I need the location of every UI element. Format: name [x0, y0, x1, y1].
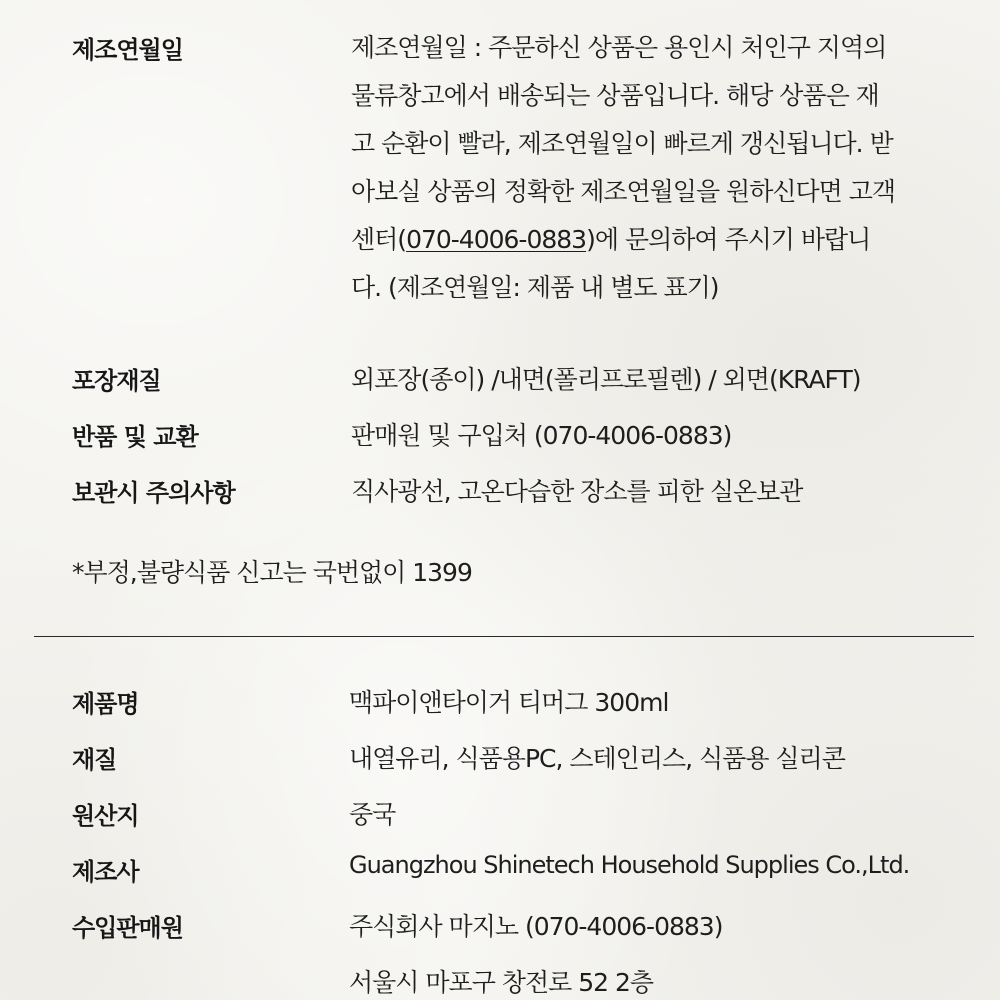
storage-value: 직사광선, 고온다습한 장소를 피한 실온보관 [351, 477, 803, 506]
importer-label: 수입판매원 [72, 914, 183, 942]
manufacture-line-5-prefix: 센터( [351, 225, 407, 254]
customer-center-phone-link[interactable]: 070-4006-0883 [406, 225, 587, 254]
food-report-notice: *부정,불량식품 신고는 국번없이 1399 [72, 558, 472, 587]
importer-address: 서울시 마포구 창전로 52 2층 [349, 968, 654, 997]
manufacture-date-label: 제조연월일 [72, 36, 183, 64]
manufacture-line-5-suffix: )에 문의하여 주시기 바랍니 [586, 225, 871, 254]
manufacture-line-4: 아보실 상품의 정확한 제조연월일을 원하신다면 고객 [351, 177, 896, 206]
origin-value: 중국 [349, 800, 396, 829]
product-name-label: 제품명 [72, 690, 139, 718]
manufacture-line-3: 고 순환이 빨라, 제조연월일이 빠르게 갱신됩니다. 받 [351, 129, 893, 158]
manufacturer-value: Guangzhou Shinetech Household Supplies Co.,Ltd. [349, 851, 910, 879]
returns-value: 판매원 및 구입처 (070-4006-0883) [351, 421, 732, 450]
product-name-value: 맥파이앤타이거 티머그 300ml [349, 688, 669, 717]
manufacture-line-1: 제조연월일 : 주문하신 상품은 용인시 처인구 지역의 [351, 33, 887, 62]
origin-label: 원산지 [72, 802, 139, 830]
material-value: 내열유리, 식품용PC, 스테인리스, 식품용 실리콘 [349, 744, 845, 773]
importer-value: 주식회사 마지노 (070-4006-0883) [349, 912, 723, 941]
manufacturer-label: 제조사 [72, 858, 139, 886]
manufacture-line-6: 다. (제조연월일: 제품 내 별도 표기) [351, 273, 719, 302]
manufacture-date-description [351, 24, 991, 312]
storage-label: 보관시 주의사항 [72, 479, 235, 507]
material-label: 재질 [72, 746, 117, 774]
packaging-label: 포장재질 [72, 367, 161, 395]
section-divider [34, 636, 974, 637]
returns-label: 반품 및 교환 [72, 423, 198, 451]
cropped-previous-row [0, 0, 1000, 8]
packaging-value: 외포장(종이) /내면(폴리프로필렌) / 외면(KRAFT) [351, 365, 861, 394]
manufacture-line-5 [351, 216, 991, 264]
manufacture-line-2: 물류창고에서 배송되는 상품입니다. 해당 상품은 재 [351, 81, 879, 110]
